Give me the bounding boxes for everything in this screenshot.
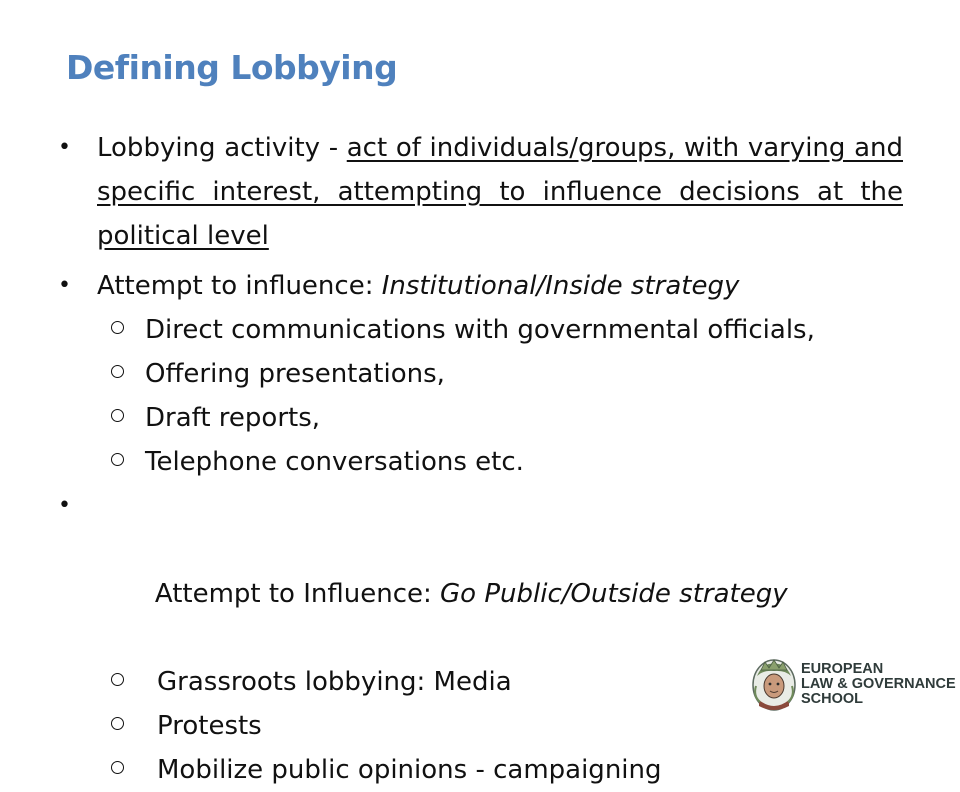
sub-item (58, 352, 903, 396)
bullet-lead-text: Lobbying activity - (97, 133, 347, 163)
bullet-lead-text: Attempt to influence: (97, 271, 382, 301)
sub-item-text: Direct communications with governmental officials, (145, 315, 815, 345)
logo-line: EUROPEAN (801, 661, 884, 677)
circle-bullet-icon (111, 321, 124, 334)
sub-item-text: Grassroots lobbying: Media (157, 667, 512, 697)
circle-bullet-icon (111, 453, 124, 466)
bullet-dot-icon: • (58, 135, 71, 160)
strategy-name: Institutional/Inside strategy (381, 271, 740, 301)
sub-item (58, 748, 903, 792)
sub-item-text: Draft reports, (145, 403, 321, 433)
circle-bullet-icon (111, 673, 124, 686)
slide-title: Defining Lobbying (66, 48, 398, 87)
circle-bullet-icon (111, 409, 124, 422)
school-crest-icon (751, 656, 797, 712)
sub-item-text: Telephone conversations etc. (145, 447, 524, 477)
logo-wordmark (801, 662, 956, 707)
strategy-name: Go Public/Outside strategy (440, 579, 788, 609)
logo-line: SCHOOL (801, 691, 864, 707)
sub-item (58, 396, 903, 440)
bullet-item-lobbying-activity (58, 126, 903, 258)
sub-item-text: Offering presentations, (145, 359, 445, 389)
sub-item (58, 308, 903, 352)
logo-line: LAW & GOVERNANCE (801, 676, 956, 692)
sub-item (58, 440, 903, 484)
bullet-lead-text: Attempt to Influence: (146, 579, 441, 609)
sub-item-text: Protests (157, 711, 262, 741)
bullet-item-outside-strategy (58, 484, 903, 660)
bullet-item-inside-strategy (58, 264, 903, 308)
circle-bullet-icon (111, 761, 124, 774)
sub-item-text: Mobilize public opinions - campaigning (157, 755, 662, 785)
definition-text: act of individuals/groups, with varying and specific interest, attempting to influence decisions at the political level (97, 133, 903, 251)
bullet-dot-icon: • (58, 493, 71, 518)
circle-bullet-icon (111, 365, 124, 378)
bullet-dot-icon: • (58, 273, 71, 298)
circle-bullet-icon (111, 717, 124, 730)
school-logo (751, 656, 956, 712)
